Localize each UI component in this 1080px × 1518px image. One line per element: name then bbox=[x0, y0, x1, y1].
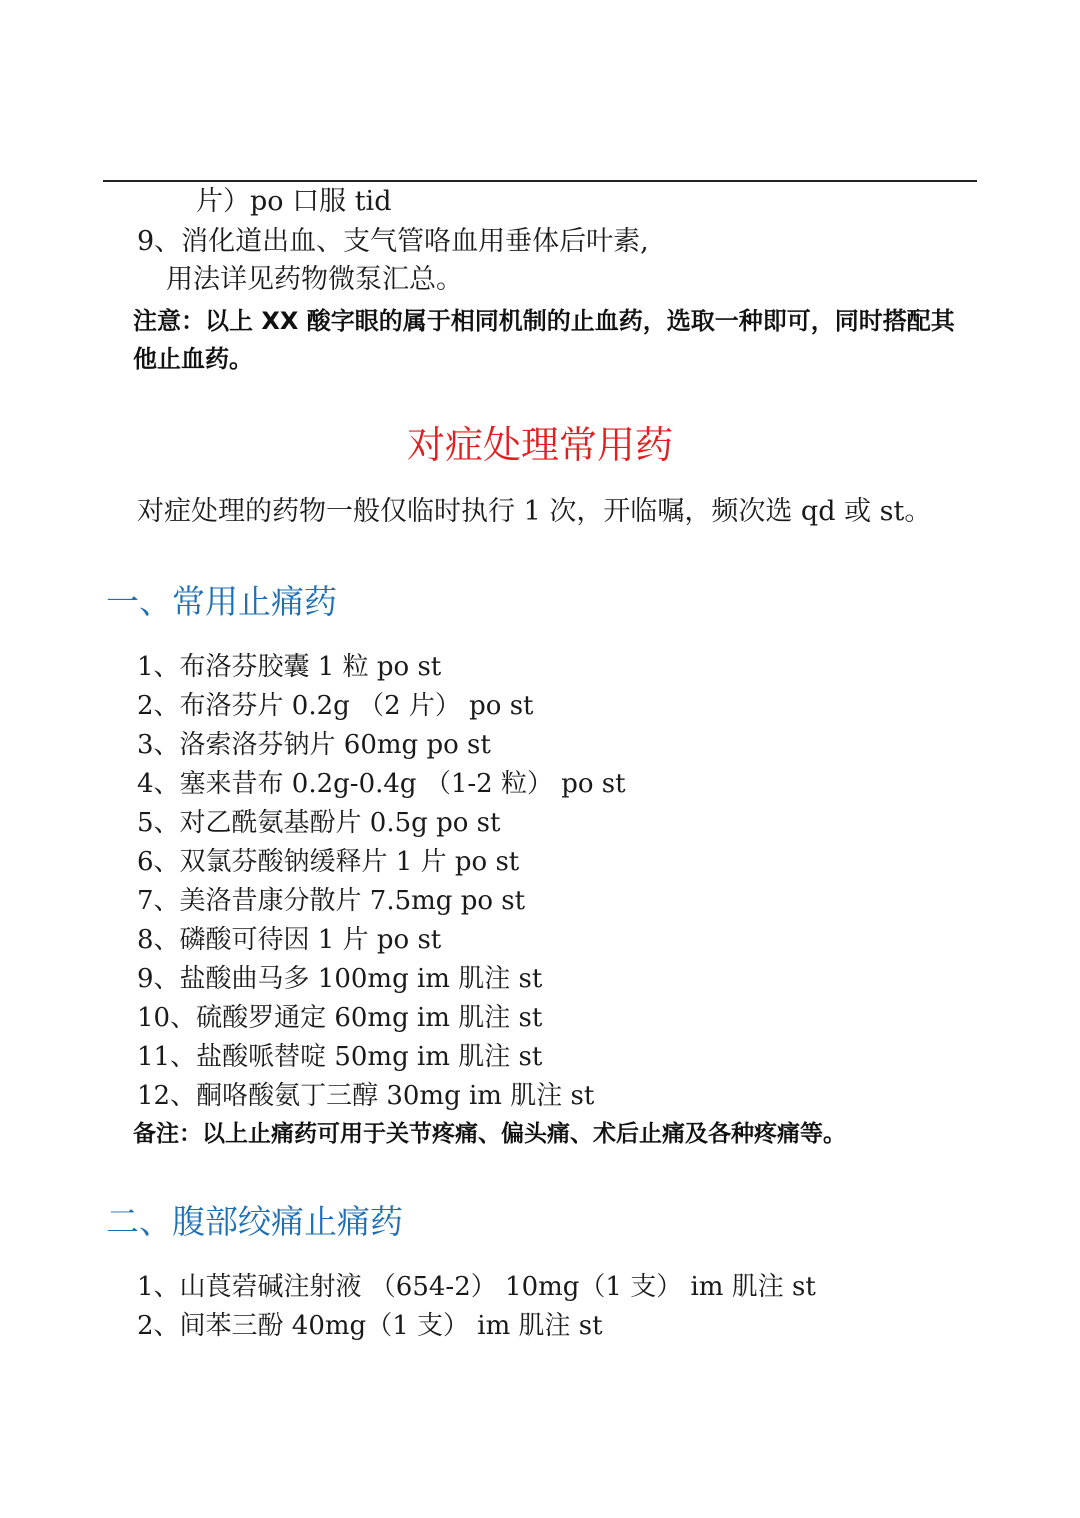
list-item: 2、布洛芬片 0.2g （2 片） po st bbox=[137, 691, 534, 721]
list-item: 1、山莨菪碱注射液 （654-2） 10mg（1 支） im 肌注 st bbox=[137, 1272, 816, 1302]
continuation-line-1: 片）po 口服 tid bbox=[196, 186, 392, 217]
intro-paragraph: 对症处理的药物一般仅临时执行 1 次，开临嘱，频次选 qd 或 st。 bbox=[137, 496, 932, 527]
header-rule bbox=[103, 180, 977, 182]
section-heading-analgesics: 一、常用止痛药 bbox=[106, 582, 337, 621]
analgesic-list bbox=[137, 648, 626, 1116]
list-item: 3、洛索洛芬钠片 60mg po st bbox=[137, 730, 491, 760]
continuation-line-2: 9、消化道出血、支气管咯血用垂体后叶素, bbox=[137, 226, 649, 257]
list-item: 1、布洛芬胶囊 1 粒 po st bbox=[137, 652, 442, 682]
list-item: 6、双氯芬酸钠缓释片 1 片 po st bbox=[137, 847, 520, 877]
note-paragraph: 注意：以上 XX 酸字眼的属于相同机制的止血药，选取一种即可，同时搭配其他止血药。 bbox=[133, 307, 955, 373]
continuation-line-3: 用法详见药物微泵汇总。 bbox=[166, 264, 463, 295]
section-heading-colic: 二、腹部绞痛止痛药 bbox=[106, 1202, 403, 1241]
list-item: 2、间苯三酚 40mg（1 支） im 肌注 st bbox=[137, 1311, 603, 1341]
list-item: 11、盐酸哌替啶 50mg im 肌注 st bbox=[137, 1042, 543, 1072]
list-item: 8、磷酸可待因 1 片 po st bbox=[137, 925, 442, 955]
list-item: 9、盐酸曲马多 100mg im 肌注 st bbox=[137, 964, 543, 994]
list-item: 4、塞来昔布 0.2g-0.4g （1-2 粒） po st bbox=[137, 769, 626, 799]
colic-analgesic-list bbox=[137, 1268, 816, 1346]
remark-paragraph: 备注：以上止痛药可用于关节疼痛、偏头痛、术后止痛及各种疼痛等。 bbox=[133, 1121, 846, 1147]
page-title: 对症处理常用药 bbox=[406, 423, 673, 467]
list-item: 10、硫酸罗通定 60mg im 肌注 st bbox=[137, 1003, 543, 1033]
list-item: 12、酮咯酸氨丁三醇 30mg im 肌注 st bbox=[137, 1081, 595, 1111]
list-item: 7、美洛昔康分散片 7.5mg po st bbox=[137, 886, 526, 916]
list-item: 5、对乙酰氨基酚片 0.5g po st bbox=[137, 808, 501, 838]
